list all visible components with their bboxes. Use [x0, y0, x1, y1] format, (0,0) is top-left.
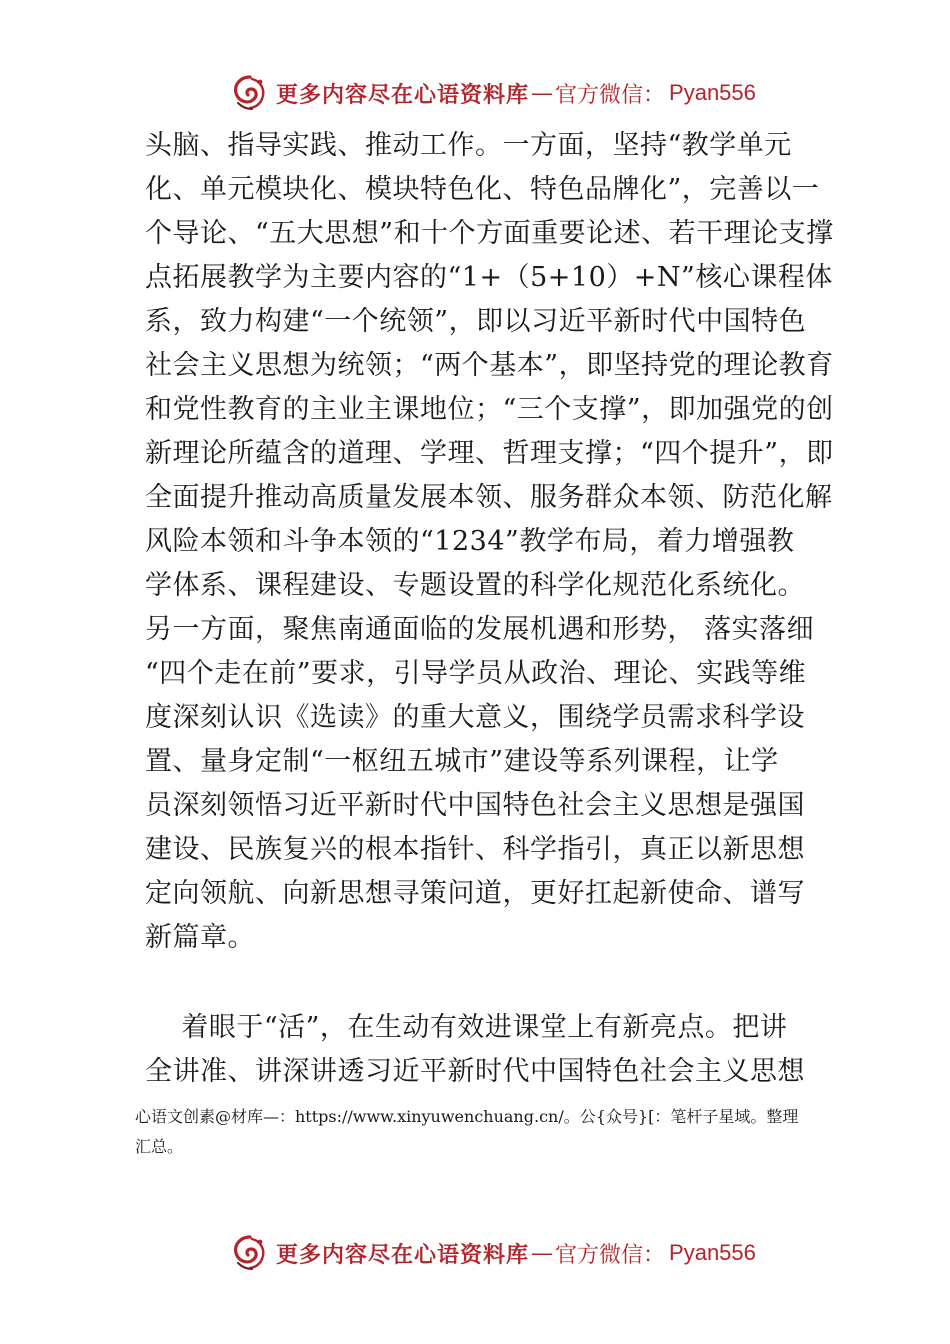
banner-dash: — — [531, 80, 554, 106]
body-line: 定向领航、向新思想寻策问道，更好扛起新使命、谱写 — [145, 878, 805, 909]
footnote-line: 心语文创素@材库—：https://www.xinyuwenchuang.cn/。公{众号}[：笔杆子星域。整理 — [135, 1107, 799, 1126]
body-line: 新篇章。 — [145, 922, 255, 953]
body-line: 另一方面，聚焦南通面临的发展机遇和形势， 落实落细 — [145, 614, 815, 645]
body-line: 全讲准、讲深讲透习近平新时代中国特色社会主义思想 — [145, 1056, 805, 1087]
body-line: 化、单元模块化、模块特色化、特色品牌化”，完善以一 — [145, 174, 820, 205]
body-line: 建设、民族复兴的根本指针、科学指引，真正以新思想 — [145, 834, 805, 865]
swirl-logo-icon — [230, 1233, 270, 1273]
body-line: 置、量身定制“一枢纽五城市”建设等系列课程，让学 — [145, 746, 779, 777]
body-line: 头脑、指导实践、推动工作。一方面，坚持“教学单元 — [145, 130, 792, 161]
banner-title: 更多内容尽在心语资料库 — [276, 1241, 530, 1268]
body-line: 风险本领和斗争本领的“1234”教学布局，着力增强教 — [145, 526, 795, 557]
body-line: 着眼于“活”，在生动有效进课堂上有新亮点。把讲 — [145, 1012, 788, 1043]
body-line: 和党性教育的主业主课地位；“三个支撑”，即加强党的创 — [145, 394, 834, 425]
banner-wechat-label: 官方微信： — [555, 82, 666, 108]
swirl-logo-icon — [230, 73, 270, 113]
body-line: 度深刻认识《选读》的重大意义，围绕学员需求科学设 — [145, 702, 805, 733]
body-line: 社会主义思想为统领；“两个基本”，即坚持党的理论教育 — [145, 350, 834, 381]
footer-watermark-banner — [230, 1230, 756, 1276]
header-watermark-banner — [230, 70, 756, 116]
source-footnote — [135, 1102, 825, 1162]
banner-wechat-id: Pyan556 — [669, 80, 756, 105]
body-line: 新理论所蕴含的道理、学理、哲理支撑；“四个提升”，即 — [145, 438, 834, 469]
banner-title: 更多内容尽在心语资料库 — [276, 81, 530, 108]
paragraph-gap — [145, 960, 825, 1006]
banner-wechat-label: 官方微信： — [555, 1242, 666, 1268]
body-line: 系，致力构建“一个统领”，即以习近平新时代中国特色 — [145, 306, 807, 337]
footnote-line: 汇总。 — [135, 1137, 184, 1156]
body-line: 点拓展教学为主要内容的“1+（5+10）+N”核心课程体 — [145, 262, 833, 293]
document-body — [145, 124, 834, 1094]
body-line: 员深刻领悟习近平新时代中国特色社会主义思想是强国 — [145, 790, 805, 821]
body-line: 学体系、课程建设、专题设置的科学化规范化系统化。 — [145, 570, 805, 601]
body-line: “四个走在前”要求，引导学员从政治、理论、实践等维 — [145, 658, 807, 689]
body-line: 个导论、“五大思想”和十个方面重要论述、若干理论支撑 — [145, 218, 834, 249]
body-line: 全面提升推动高质量发展本领、服务群众本领、防范化解 — [145, 482, 833, 513]
banner-wechat-id: Pyan556 — [669, 1240, 756, 1265]
banner-dash: — — [531, 1240, 554, 1266]
